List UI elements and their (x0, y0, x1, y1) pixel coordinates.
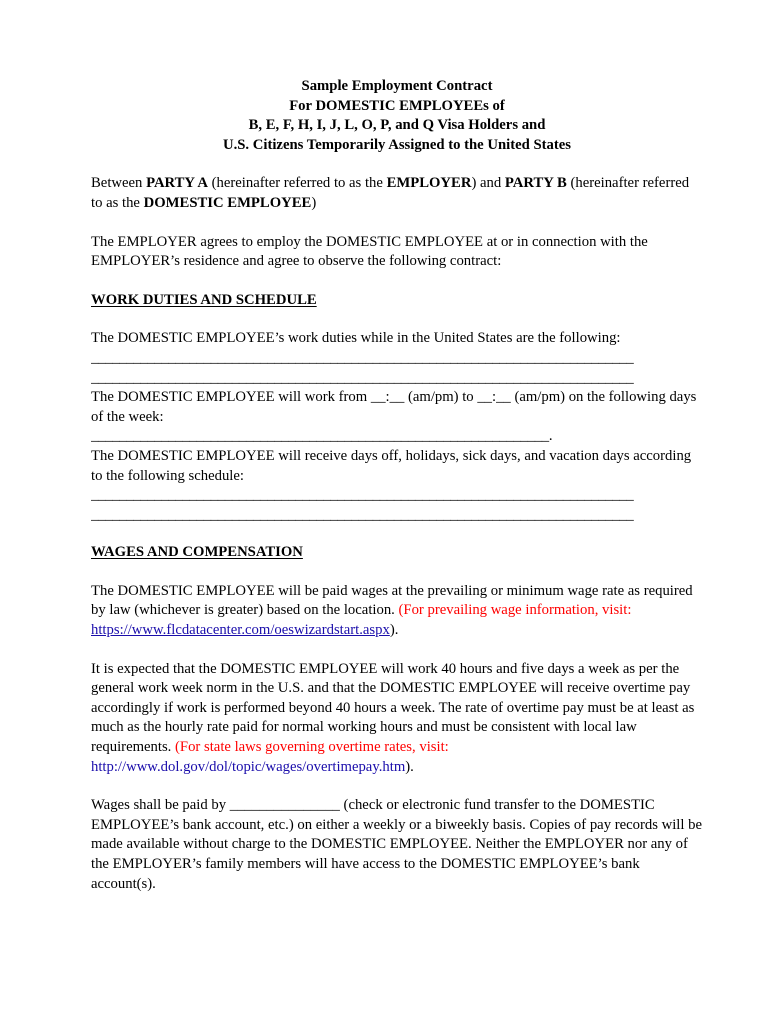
parties-text-1: (hereinafter referred to as the (207, 175, 387, 192)
parties-text-3: (hereinafter referred to as the (91, 175, 690, 211)
work-days-blank-line[interactable]: _________________________________________________________________. (91, 428, 553, 445)
parties-paragraph (91, 174, 703, 213)
schedule-blank-line-2[interactable]: _____________________________________________________________________________ (91, 506, 634, 523)
title-line-1: Sample Employment Contract (301, 78, 493, 94)
wages-paragraph-3: Wages shall be paid by _______________ (check or electronic fund transfer to the DOMESTIC EMPLOYEE’s bank account, etc.) on either a weekly or a biweekly basis. Copies of pay records will be made available without charge to the DOMESTIC EMPLOYEE. Neither the EMPLOYER nor any of the EMPLOYER’s family members will have access to the DOMESTIC EMPLOYEE’s bank account(s). (91, 797, 702, 892)
work-duties-text: The DOMESTIC EMPLOYEE’s work duties while in the United States are the following: (91, 330, 621, 347)
work-hours-text: The DOMESTIC EMPLOYEE will work from __:__ (am/pm) to __:__ (am/pm) on the following days of the week: (91, 389, 697, 425)
party-a-label: PARTY A (146, 175, 208, 192)
prevailing-wage-link[interactable]: https://www.flcdatacenter.com/oeswizardstart.aspx (91, 622, 390, 639)
document-title (91, 77, 703, 155)
wages-paragraph-1 (91, 582, 703, 641)
wages-heading: WAGES AND COMPENSATION (91, 544, 303, 561)
schedule-blank-line-1[interactable]: _____________________________________________________________________________ (91, 487, 634, 504)
wages-p2-text: It is expected that the DOMESTIC EMPLOYEE will work 40 hours and five days a week as per the general work week norm in the U.S. and that the DOMESTIC EMPLOYEE will receive overtime pay accordingly if work is performed beyond 40 hours a week. The rate of overtime pay must be at least as much as the hourly rate paid for normal working hours and must be consistent with local law requirements. (91, 660, 695, 756)
intro-paragraph: The EMPLOYER agrees to employ the DOMESTIC EMPLOYEE at or in connection with the EMPLOYER’s residence and agree to observe the following contract: (91, 233, 648, 270)
work-duties-heading: WORK DUTIES AND SCHEDULE (91, 291, 317, 308)
parties-text-end: ) (311, 194, 317, 211)
wages-paragraph-2 (91, 660, 703, 778)
employer-label: EMPLOYER (386, 175, 472, 192)
wages-p1-end: ). (389, 622, 399, 639)
title-line-3: B, E, F, H, I, J, L, O, P, and Q Visa Holders and (248, 117, 546, 134)
party-b-label: PARTY B (504, 175, 567, 192)
prevailing-wage-note: (For prevailing wage information, visit: (398, 602, 632, 619)
title-line-4: U.S. Citizens Temporarily Assigned to the United States (222, 136, 572, 153)
overtime-laws-note: (For state laws governing overtime rates, visit: (175, 739, 449, 756)
duties-blank-line-2[interactable]: _____________________________________________________________________________ (91, 369, 634, 386)
parties-text-2: ) and (471, 175, 505, 192)
document-page (91, 77, 703, 894)
wages-p1-text: The DOMESTIC EMPLOYEE will be paid wages at the prevailing or minimum wage rate as required by law (whichever is greater) based on the location. (91, 582, 693, 619)
parties-between: Between (91, 175, 147, 192)
title-line-2: For DOMESTIC EMPLOYEEs of (289, 97, 505, 114)
domestic-employee-label: DOMESTIC EMPLOYEE (143, 194, 312, 211)
wages-p2-end: ). (405, 758, 414, 775)
overtime-pay-link[interactable]: http://www.dol.gov/dol/topic/wages/overtimepay.htm (91, 758, 406, 775)
days-off-text: The DOMESTIC EMPLOYEE will receive days off, holidays, sick days, and vacation days according to the following schedule: (91, 447, 692, 484)
duties-blank-line-1[interactable]: _____________________________________________________________________________ (91, 349, 634, 366)
